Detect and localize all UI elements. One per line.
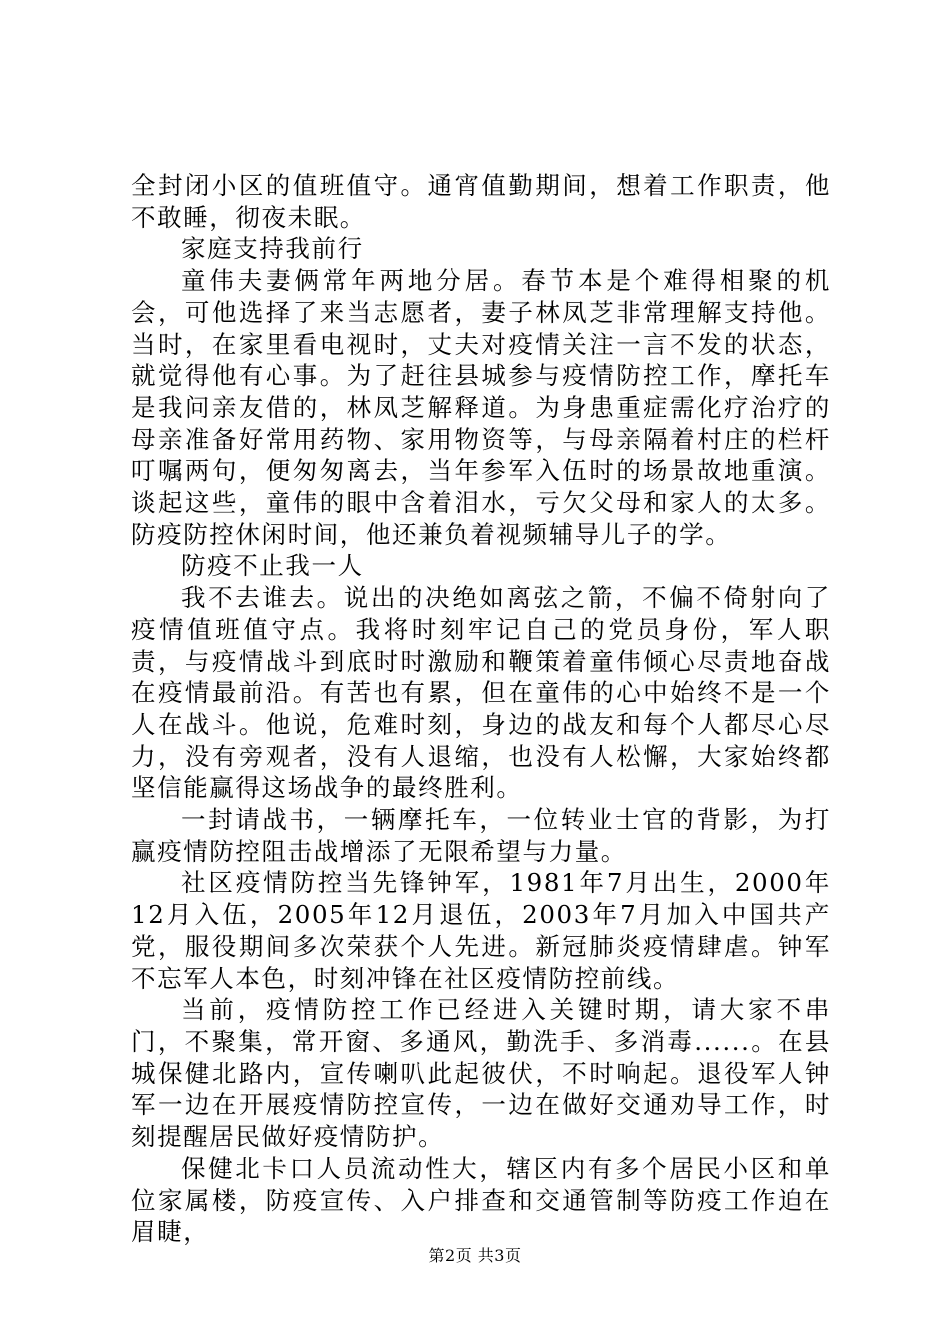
- paragraph-summary: 一封请战书，一辆摩托车，一位转业士官的背影，为打赢疫情防控阻击战增添了无限希望与力量。: [131, 805, 831, 866]
- paragraph-current-situation: 当前，疫情防控工作已经进入关键时期，请大家不串门，不聚集，常开窗、多通风，勤洗手、多消毒......。在县城保健北路内，宣传喇叭此起彼伏，不时响起。退役军人钟军一边在开展疫情防控宣传，一边在做好交通劝导工作，时刻提醒居民做好疫情防护。: [131, 995, 831, 1152]
- page-footer: 第2页 共3页: [428, 1246, 522, 1265]
- section-heading-family-support: 家庭支持我前行: [181, 234, 364, 264]
- paragraph-continuation: 全封闭小区的值班值守。通宵值勤期间，想着工作职责，他不敢睡，彻夜未眠。: [131, 171, 831, 232]
- paragraph-not-alone: 我不去谁去。说出的决绝如离弦之箭，不偏不倚射向了疫情值班值守点。我将时刻牢记自己的党员身份，军人职责，与疫情战斗到底时时激励和鞭策着童伟倾心尽责地奋战在疫情最前沿。有苦也有累，但在童伟的心中始终不是一个人在战斗。他说，危难时刻，身边的战友和每个人都尽心尽力，没有旁观者，没有人退缩，也没有人松懈，大家始终都坚信能赢得这场战争的最终胜利。: [131, 583, 831, 803]
- paragraph-zhong-jun-intro: 社区疫情防控当先锋钟军，1981年7月出生，2000年12月入伍，2005年12月退伍，2003年7月加入中国共产党，服役期间多次荣获个人先进。新冠肺炎疫情肆虐。钟军不忘军人本色，时刻冲锋在社区疫情防控前线。: [131, 868, 831, 993]
- paragraph-checkpoint: 保健北卡口人员流动性大，辖区内有多个居民小区和单位家属楼，防疫宣传、入户排查和交通管制等防疫工作迫在眉睫，: [131, 1153, 831, 1247]
- paragraph-family: 童伟夫妻俩常年两地分居。春节本是个难得相聚的机会，可他选择了来当志愿者，妻子林凤芝非常理解支持他。当时，在家里看电视时，丈夫对疫情关注一言不发的状态，就觉得他有心事。为了赶往县城参与疫情防控工作，摩托车是我问亲友借的，林凤芝解释道。为身患重症需化疗治疗的母亲准备好常用药物、家用物资等，与母亲隔着村庄的栏杆叮嘱两句，便匆匆离去，当年参军入伍时的场景故地重演。谈起这些，童伟的眼中含着泪水，亏欠父母和家人的太多。防疫防控休闲时间，他还兼负着视频辅导儿子的学。: [131, 266, 831, 549]
- section-heading-not-alone: 防疫不止我一人: [181, 551, 364, 581]
- document-body: [131, 170, 831, 1248]
